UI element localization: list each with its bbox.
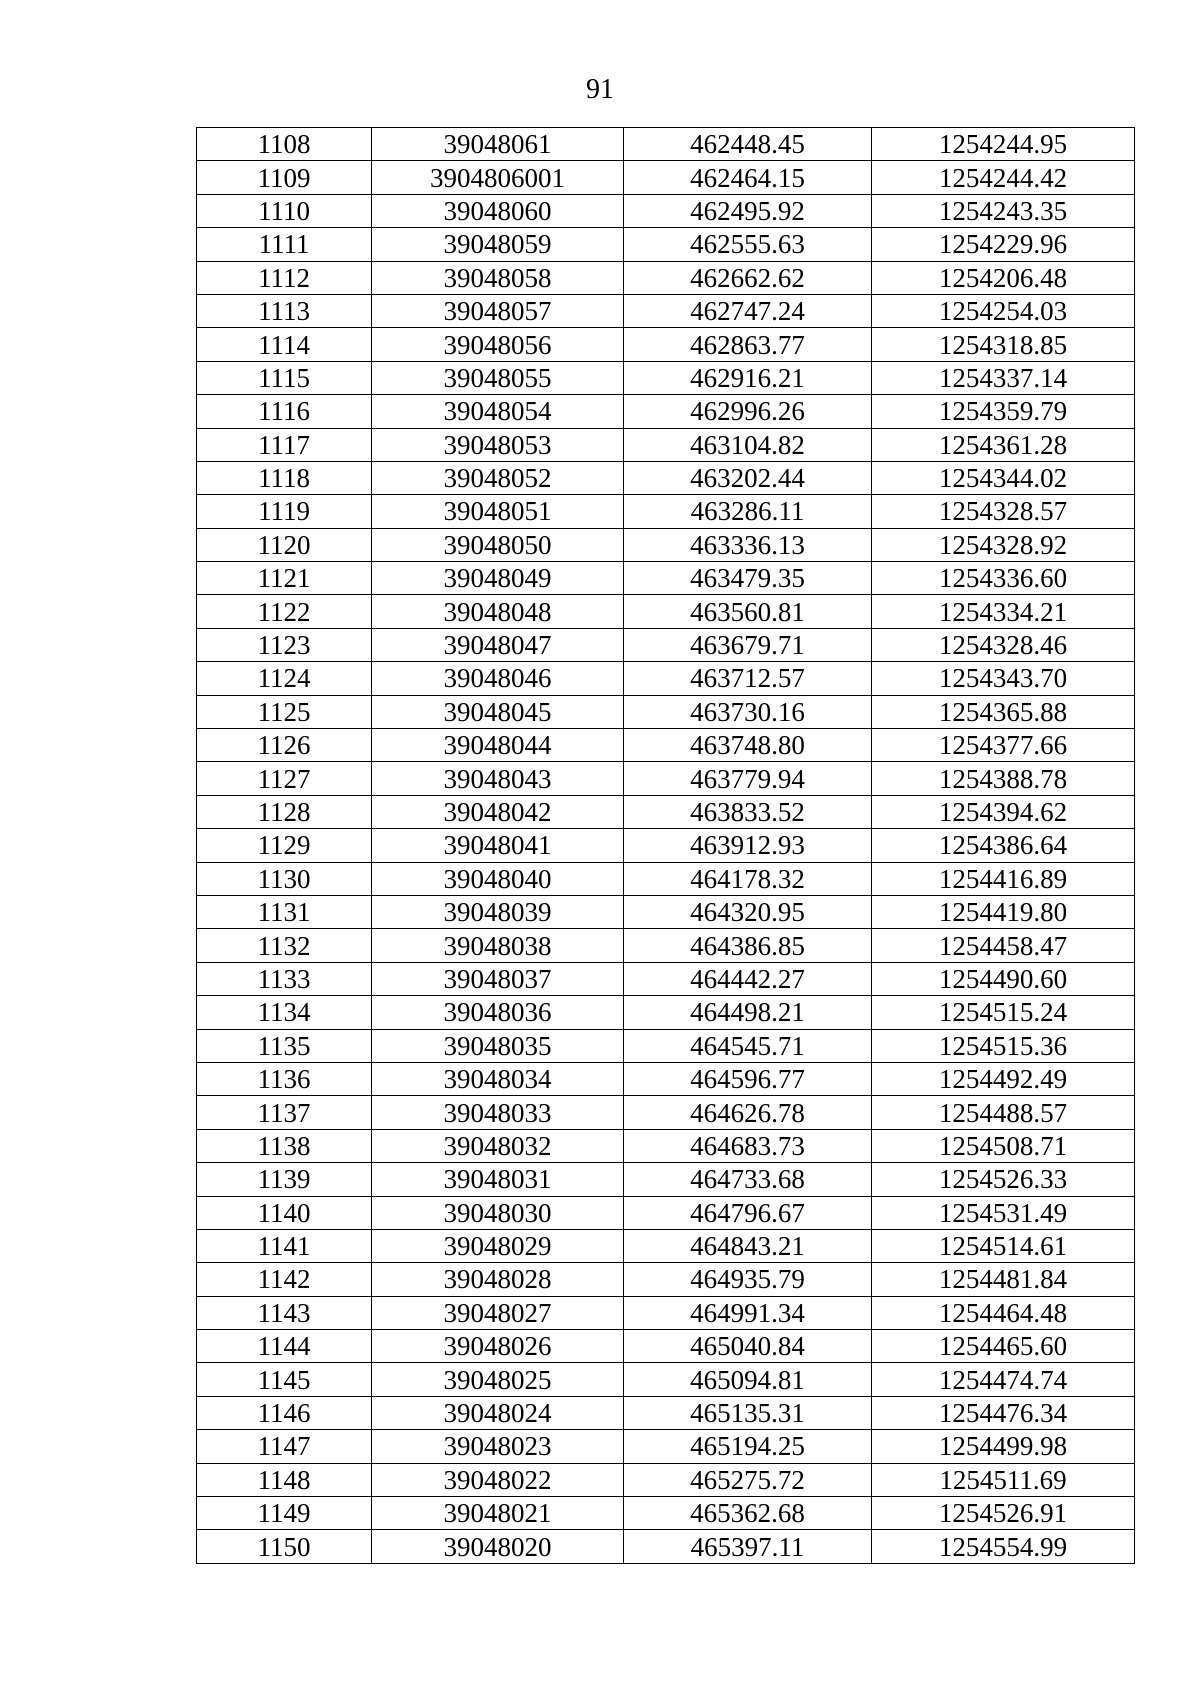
point-number-cell: 1145: [197, 1363, 372, 1396]
y-coordinate-cell: 1254336.60: [872, 562, 1135, 595]
table-row: [197, 996, 1135, 1029]
x-coordinate-cell: 463679.71: [624, 628, 872, 661]
x-coordinate-cell: 464442.27: [624, 962, 872, 995]
table-row: [197, 528, 1135, 561]
x-coordinate-cell: 464935.79: [624, 1263, 872, 1296]
y-coordinate-cell: 1254244.95: [872, 128, 1135, 161]
x-coordinate-cell: 463748.80: [624, 729, 872, 762]
y-coordinate-cell: 1254343.70: [872, 662, 1135, 695]
table-row: [197, 128, 1135, 161]
y-coordinate-cell: 1254474.74: [872, 1363, 1135, 1396]
table-row: [197, 1497, 1135, 1530]
table-row: [197, 161, 1135, 194]
point-id-cell: 39048040: [372, 862, 624, 895]
point-number-cell: 1136: [197, 1062, 372, 1095]
y-coordinate-cell: 1254419.80: [872, 895, 1135, 928]
point-number-cell: 1127: [197, 762, 372, 795]
point-number-cell: 1133: [197, 962, 372, 995]
y-coordinate-cell: 1254526.33: [872, 1163, 1135, 1196]
table-row: [197, 1530, 1135, 1563]
point-id-cell: 39048045: [372, 695, 624, 728]
point-id-cell: 39048052: [372, 461, 624, 494]
x-coordinate-cell: 463712.57: [624, 662, 872, 695]
point-number-cell: 1109: [197, 161, 372, 194]
point-number-cell: 1146: [197, 1396, 372, 1429]
x-coordinate-cell: 462996.26: [624, 395, 872, 428]
y-coordinate-cell: 1254244.42: [872, 161, 1135, 194]
coordinates-table: [196, 127, 1135, 1564]
y-coordinate-cell: 1254334.21: [872, 595, 1135, 628]
y-coordinate-cell: 1254481.84: [872, 1263, 1135, 1296]
point-number-cell: 1132: [197, 929, 372, 962]
table-row: [197, 962, 1135, 995]
x-coordinate-cell: 463336.13: [624, 528, 872, 561]
y-coordinate-cell: 1254492.49: [872, 1062, 1135, 1095]
point-number-cell: 1129: [197, 829, 372, 862]
point-number-cell: 1130: [197, 862, 372, 895]
table-row: [197, 294, 1135, 327]
table-row: [197, 562, 1135, 595]
point-id-cell: 39048027: [372, 1296, 624, 1329]
point-id-cell: 39048041: [372, 829, 624, 862]
table-row: [197, 1096, 1135, 1129]
x-coordinate-cell: 463286.11: [624, 495, 872, 528]
point-number-cell: 1118: [197, 461, 372, 494]
point-number-cell: 1111: [197, 228, 372, 261]
point-id-cell: 39048061: [372, 128, 624, 161]
x-coordinate-cell: 465362.68: [624, 1497, 872, 1530]
table-row: [197, 628, 1135, 661]
y-coordinate-cell: 1254386.64: [872, 829, 1135, 862]
point-number-cell: 1148: [197, 1463, 372, 1496]
x-coordinate-cell: 463202.44: [624, 461, 872, 494]
point-number-cell: 1110: [197, 194, 372, 227]
y-coordinate-cell: 1254394.62: [872, 795, 1135, 828]
x-coordinate-cell: 464683.73: [624, 1129, 872, 1162]
table-row: [197, 662, 1135, 695]
point-id-cell: 39048057: [372, 294, 624, 327]
x-coordinate-cell: 462916.21: [624, 361, 872, 394]
point-number-cell: 1128: [197, 795, 372, 828]
point-id-cell: 39048043: [372, 762, 624, 795]
table-row: [197, 829, 1135, 862]
x-coordinate-cell: 463779.94: [624, 762, 872, 795]
y-coordinate-cell: 1254328.92: [872, 528, 1135, 561]
point-number-cell: 1124: [197, 662, 372, 695]
table-row: [197, 1129, 1135, 1162]
point-id-cell: 39048053: [372, 428, 624, 461]
table-row: [197, 862, 1135, 895]
point-number-cell: 1116: [197, 395, 372, 428]
point-number-cell: 1119: [197, 495, 372, 528]
x-coordinate-cell: 464843.21: [624, 1229, 872, 1262]
x-coordinate-cell: 464386.85: [624, 929, 872, 962]
point-id-cell: 39048028: [372, 1263, 624, 1296]
table-row: [197, 595, 1135, 628]
point-number-cell: 1126: [197, 729, 372, 762]
table-row: [197, 1163, 1135, 1196]
table-row: [197, 795, 1135, 828]
point-number-cell: 1122: [197, 595, 372, 628]
table-row: [197, 495, 1135, 528]
y-coordinate-cell: 1254377.66: [872, 729, 1135, 762]
x-coordinate-cell: 462464.15: [624, 161, 872, 194]
x-coordinate-cell: 464178.32: [624, 862, 872, 895]
point-number-cell: 1140: [197, 1196, 372, 1229]
table-row: [197, 428, 1135, 461]
table-row: [197, 1062, 1135, 1095]
point-id-cell: 39048025: [372, 1363, 624, 1396]
point-id-cell: 39048042: [372, 795, 624, 828]
point-id-cell: 39048037: [372, 962, 624, 995]
table-row: [197, 328, 1135, 361]
y-coordinate-cell: 1254328.57: [872, 495, 1135, 528]
point-id-cell: 39048033: [372, 1096, 624, 1129]
point-number-cell: 1149: [197, 1497, 372, 1530]
y-coordinate-cell: 1254554.99: [872, 1530, 1135, 1563]
point-number-cell: 1143: [197, 1296, 372, 1329]
point-id-cell: 39048029: [372, 1229, 624, 1262]
table-row: [197, 228, 1135, 261]
point-id-cell: 39048022: [372, 1463, 624, 1496]
point-id-cell: 39048058: [372, 261, 624, 294]
y-coordinate-cell: 1254361.28: [872, 428, 1135, 461]
table-row: [197, 1196, 1135, 1229]
y-coordinate-cell: 1254229.96: [872, 228, 1135, 261]
point-number-cell: 1139: [197, 1163, 372, 1196]
x-coordinate-cell: 462863.77: [624, 328, 872, 361]
point-number-cell: 1113: [197, 294, 372, 327]
point-id-cell: 39048044: [372, 729, 624, 762]
x-coordinate-cell: 463560.81: [624, 595, 872, 628]
point-id-cell: 39048039: [372, 895, 624, 928]
table-row: [197, 1029, 1135, 1062]
table-body: [197, 128, 1135, 1564]
point-number-cell: 1120: [197, 528, 372, 561]
y-coordinate-cell: 1254476.34: [872, 1396, 1135, 1429]
point-id-cell: 39048035: [372, 1029, 624, 1062]
point-id-cell: 39048036: [372, 996, 624, 1029]
y-coordinate-cell: 1254490.60: [872, 962, 1135, 995]
point-number-cell: 1134: [197, 996, 372, 1029]
y-coordinate-cell: 1254511.69: [872, 1463, 1135, 1496]
point-number-cell: 1144: [197, 1330, 372, 1363]
table-row: [197, 1396, 1135, 1429]
x-coordinate-cell: 464320.95: [624, 895, 872, 928]
point-number-cell: 1147: [197, 1430, 372, 1463]
table-row: [197, 194, 1135, 227]
point-number-cell: 1123: [197, 628, 372, 661]
x-coordinate-cell: 465194.25: [624, 1430, 872, 1463]
point-id-cell: 39048038: [372, 929, 624, 962]
x-coordinate-cell: 464991.34: [624, 1296, 872, 1329]
table-row: [197, 1430, 1135, 1463]
point-id-cell: 3904806001: [372, 161, 624, 194]
y-coordinate-cell: 1254206.48: [872, 261, 1135, 294]
x-coordinate-cell: 463104.82: [624, 428, 872, 461]
x-coordinate-cell: 465040.84: [624, 1330, 872, 1363]
point-id-cell: 39048060: [372, 194, 624, 227]
y-coordinate-cell: 1254526.91: [872, 1497, 1135, 1530]
y-coordinate-cell: 1254243.35: [872, 194, 1135, 227]
table-row: [197, 762, 1135, 795]
point-id-cell: 39048050: [372, 528, 624, 561]
table-row: [197, 929, 1135, 962]
point-id-cell: 39048026: [372, 1330, 624, 1363]
point-number-cell: 1141: [197, 1229, 372, 1262]
point-id-cell: 39048023: [372, 1430, 624, 1463]
point-id-cell: 39048059: [372, 228, 624, 261]
table-row: [197, 361, 1135, 394]
x-coordinate-cell: 464498.21: [624, 996, 872, 1029]
x-coordinate-cell: 463479.35: [624, 562, 872, 595]
x-coordinate-cell: 464626.78: [624, 1096, 872, 1129]
point-number-cell: 1112: [197, 261, 372, 294]
x-coordinate-cell: 462555.63: [624, 228, 872, 261]
x-coordinate-cell: 462662.62: [624, 261, 872, 294]
point-id-cell: 39048031: [372, 1163, 624, 1196]
x-coordinate-cell: 463730.16: [624, 695, 872, 728]
x-coordinate-cell: 464796.67: [624, 1196, 872, 1229]
x-coordinate-cell: 465275.72: [624, 1463, 872, 1496]
x-coordinate-cell: 462448.45: [624, 128, 872, 161]
x-coordinate-cell: 462747.24: [624, 294, 872, 327]
point-number-cell: 1137: [197, 1096, 372, 1129]
point-id-cell: 39048048: [372, 595, 624, 628]
x-coordinate-cell: 464545.71: [624, 1029, 872, 1062]
y-coordinate-cell: 1254254.03: [872, 294, 1135, 327]
point-number-cell: 1108: [197, 128, 372, 161]
point-number-cell: 1142: [197, 1263, 372, 1296]
point-id-cell: 39048024: [372, 1396, 624, 1429]
table-row: [197, 695, 1135, 728]
y-coordinate-cell: 1254514.61: [872, 1229, 1135, 1262]
point-number-cell: 1138: [197, 1129, 372, 1162]
table-row: [197, 1229, 1135, 1262]
y-coordinate-cell: 1254328.46: [872, 628, 1135, 661]
y-coordinate-cell: 1254458.47: [872, 929, 1135, 962]
point-id-cell: 39048034: [372, 1062, 624, 1095]
y-coordinate-cell: 1254337.14: [872, 361, 1135, 394]
point-id-cell: 39048054: [372, 395, 624, 428]
y-coordinate-cell: 1254416.89: [872, 862, 1135, 895]
y-coordinate-cell: 1254388.78: [872, 762, 1135, 795]
page-number: 91: [586, 74, 614, 105]
point-id-cell: 39048030: [372, 1196, 624, 1229]
point-number-cell: 1114: [197, 328, 372, 361]
table-row: [197, 461, 1135, 494]
y-coordinate-cell: 1254365.88: [872, 695, 1135, 728]
point-id-cell: 39048032: [372, 1129, 624, 1162]
point-id-cell: 39048020: [372, 1530, 624, 1563]
x-coordinate-cell: 465094.81: [624, 1363, 872, 1396]
point-id-cell: 39048055: [372, 361, 624, 394]
point-id-cell: 39048046: [372, 662, 624, 695]
x-coordinate-cell: 464733.68: [624, 1163, 872, 1196]
table-row: [197, 1263, 1135, 1296]
point-number-cell: 1131: [197, 895, 372, 928]
point-number-cell: 1150: [197, 1530, 372, 1563]
point-id-cell: 39048051: [372, 495, 624, 528]
y-coordinate-cell: 1254508.71: [872, 1129, 1135, 1162]
x-coordinate-cell: 463833.52: [624, 795, 872, 828]
y-coordinate-cell: 1254344.02: [872, 461, 1135, 494]
x-coordinate-cell: 463912.93: [624, 829, 872, 862]
point-id-cell: 39048021: [372, 1497, 624, 1530]
point-id-cell: 39048056: [372, 328, 624, 361]
table-row: [197, 1330, 1135, 1363]
table-row: [197, 395, 1135, 428]
x-coordinate-cell: 462495.92: [624, 194, 872, 227]
point-number-cell: 1121: [197, 562, 372, 595]
table-row: [197, 1296, 1135, 1329]
y-coordinate-cell: 1254531.49: [872, 1196, 1135, 1229]
y-coordinate-cell: 1254465.60: [872, 1330, 1135, 1363]
y-coordinate-cell: 1254499.98: [872, 1430, 1135, 1463]
point-number-cell: 1135: [197, 1029, 372, 1062]
x-coordinate-cell: 465397.11: [624, 1530, 872, 1563]
table-row: [197, 729, 1135, 762]
y-coordinate-cell: 1254488.57: [872, 1096, 1135, 1129]
point-id-cell: 39048047: [372, 628, 624, 661]
point-number-cell: 1117: [197, 428, 372, 461]
x-coordinate-cell: 464596.77: [624, 1062, 872, 1095]
table-row: [197, 1363, 1135, 1396]
table-row: [197, 1463, 1135, 1496]
y-coordinate-cell: 1254464.48: [872, 1296, 1135, 1329]
table-row: [197, 895, 1135, 928]
y-coordinate-cell: 1254359.79: [872, 395, 1135, 428]
y-coordinate-cell: 1254515.24: [872, 996, 1135, 1029]
x-coordinate-cell: 465135.31: [624, 1396, 872, 1429]
point-number-cell: 1115: [197, 361, 372, 394]
y-coordinate-cell: 1254318.85: [872, 328, 1135, 361]
point-number-cell: 1125: [197, 695, 372, 728]
table-row: [197, 261, 1135, 294]
y-coordinate-cell: 1254515.36: [872, 1029, 1135, 1062]
point-id-cell: 39048049: [372, 562, 624, 595]
